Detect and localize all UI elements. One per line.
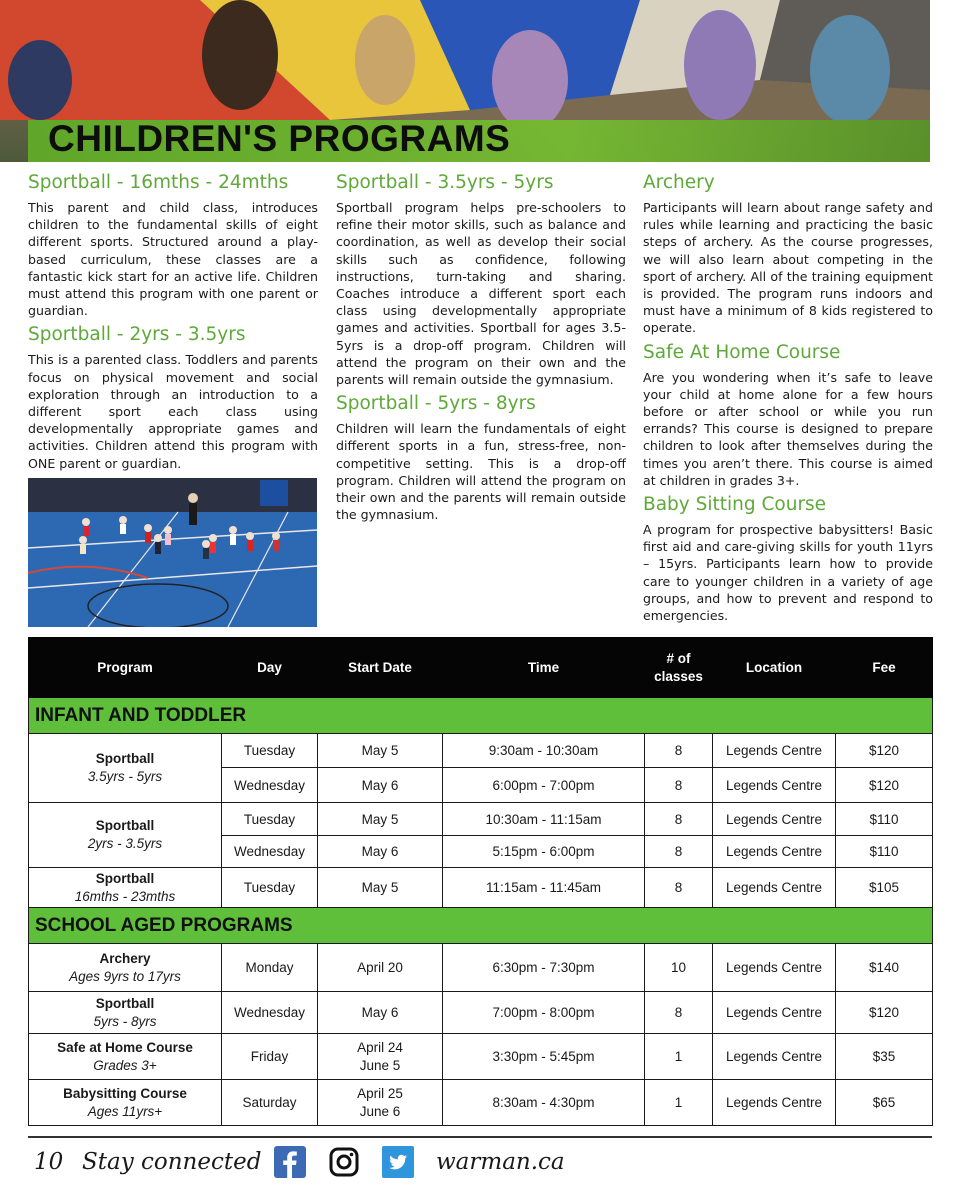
header-time: Time <box>443 638 645 698</box>
location-cell: Legends Centre <box>713 944 836 992</box>
start-cell: April 25 June 6 <box>318 1080 443 1126</box>
location-cell: Legends Centre <box>713 868 836 908</box>
time-cell: 9:30am - 10:30am <box>443 734 645 768</box>
header-location: Location <box>713 638 836 698</box>
location-cell: Legends Centre <box>713 1034 836 1080</box>
instagram-icon[interactable] <box>326 1145 362 1179</box>
location-cell: Legends Centre <box>713 1080 836 1126</box>
day-cell: Wednesday <box>222 768 318 803</box>
table-header-row <box>29 638 933 698</box>
program-cell: Sportball 16mths - 23mths <box>29 868 222 908</box>
section-body: Are you wondering when it’s safe to leave your child at home alone for a few hours before or after school or while you run errands? This course is designed to prepare children to look after themselves during the times you aren’t there. This course is aimed at children in grades 3+. <box>643 369 933 488</box>
header-program: Program <box>29 638 222 698</box>
section-row <box>29 698 933 734</box>
section-label: INFANT AND TODDLER <box>29 698 933 734</box>
location-cell: Legends Centre <box>713 734 836 768</box>
left-column <box>28 170 318 475</box>
fee-cell: $120 <box>836 992 933 1034</box>
day-cell: Saturday <box>222 1080 318 1126</box>
section-label: SCHOOL AGED PROGRAMS <box>29 908 933 944</box>
program-cell: Sportball 2yrs - 3.5yrs <box>29 803 222 868</box>
classes-cell: 8 <box>645 734 713 768</box>
program-cell: Sportball 3.5yrs - 5yrs <box>29 734 222 803</box>
classes-cell: 1 <box>645 1080 713 1126</box>
location-cell: Legends Centre <box>713 992 836 1034</box>
time-cell: 5:15pm - 6:00pm <box>443 836 645 868</box>
time-cell: 3:30pm - 5:45pm <box>443 1034 645 1080</box>
section-title: Safe At Home Course <box>643 341 841 363</box>
header-start-date: Start Date <box>318 638 443 698</box>
start-cell: April 20 <box>318 944 443 992</box>
day-cell: Tuesday <box>222 734 318 768</box>
location-cell: Legends Centre <box>713 768 836 803</box>
table-row <box>29 944 933 992</box>
header-banner <box>0 0 930 162</box>
schedule-table <box>28 637 933 1126</box>
fee-cell: $120 <box>836 768 933 803</box>
program-cell: Babysitting Course Ages 11yrs+ <box>29 1080 222 1126</box>
section-body: Participants will learn about range safety and rules while learning and practicing the basic steps of archery. As the course progresses, we will also learn about competing in the sport of archery. All of the training equipment is provided. The program runs indoors and must have a minimum of 8 kids registered to operate. <box>643 200 933 336</box>
fee-cell: $105 <box>836 868 933 908</box>
day-cell: Friday <box>222 1034 318 1080</box>
classes-cell: 8 <box>645 992 713 1034</box>
classes-cell: 1 <box>645 1034 713 1080</box>
day-cell: Tuesday <box>222 868 318 908</box>
fee-cell: $110 <box>836 803 933 836</box>
classes-cell: 8 <box>645 803 713 836</box>
classes-cell: 8 <box>645 768 713 803</box>
location-cell: Legends Centre <box>713 836 836 868</box>
day-cell: Wednesday <box>222 836 318 868</box>
day-cell: Wednesday <box>222 992 318 1034</box>
right-column <box>643 170 933 627</box>
table-row <box>29 992 933 1034</box>
footer <box>34 1142 565 1182</box>
middle-column <box>336 170 626 526</box>
time-cell: 8:30am - 4:30pm <box>443 1080 645 1126</box>
fee-cell: $35 <box>836 1034 933 1080</box>
start-cell: May 5 <box>318 734 443 768</box>
section-row <box>29 908 933 944</box>
start-cell: May 6 <box>318 768 443 803</box>
program-cell: Sportball 5yrs - 8yrs <box>29 992 222 1034</box>
time-cell: 7:00pm - 8:00pm <box>443 992 645 1034</box>
section-body: This parent and child class, introduces children to the fundamental skills of eight different sports. Structured around a play-based curriculum, these classes are a fantastic kick start for an active life. Children must attend this program with one parent or guardian. <box>28 200 318 319</box>
section-title: Sportball - 16mths - 24mths <box>28 172 289 193</box>
gym-photo <box>28 478 317 627</box>
fee-cell: $65 <box>836 1080 933 1126</box>
table-row <box>29 734 933 768</box>
time-cell: 11:15am - 11:45am <box>443 868 645 908</box>
header-classes: # of classes <box>645 638 713 698</box>
classes-cell: 8 <box>645 868 713 908</box>
start-cell: May 5 <box>318 803 443 836</box>
section-body: Sportball program helps pre-schoolers to refine their motor skills, such as balance and coordination, as well as develop their social skills such as confidence, following instructions, turn-taking and sharing. Coaches introduce a different sport each class using developmentally appropriate games and activities. Sportball for ages 3.5-5yrs is a drop-off program. Children will attend the program on their own and the parents will remain outside the gymnasium. <box>336 200 626 388</box>
day-cell: Tuesday <box>222 803 318 836</box>
header-fee: Fee <box>836 638 933 698</box>
header-day: Day <box>222 638 318 698</box>
footer-divider <box>28 1136 932 1138</box>
table-row <box>29 803 933 836</box>
table-row <box>29 1080 933 1126</box>
section-body: A program for prospective babysitters! Basic first aid and care-giving skills for youth 11yrs – 15yrs. Participants learn how to provide care to younger children in a variety of age groups, and how to prevent and respond to emergencies. <box>643 522 933 624</box>
section-title: Archery <box>643 172 715 193</box>
program-cell: Safe at Home Course Grades 3+ <box>29 1034 222 1080</box>
start-cell: April 24 June 5 <box>318 1034 443 1080</box>
location-cell: Legends Centre <box>713 803 836 836</box>
stay-connected-text: Stay connected <box>82 1149 262 1175</box>
section-title: Sportball - 5yrs - 8yrs <box>336 393 536 415</box>
facebook-icon[interactable] <box>272 1145 308 1179</box>
section-title: Sportball - 3.5yrs - 5yrs <box>336 172 554 193</box>
day-cell: Monday <box>222 944 318 992</box>
section-body: Children will learn the fundamentals of eight different sports in a fun, stress-free, non-competitive setting. This is a drop-off program. Children will attend the program on their own and the parents will remain outside the gymnasium. <box>336 421 626 523</box>
time-cell: 6:30pm - 7:30pm <box>443 944 645 992</box>
section-body: This is a parented class. Toddlers and parents focus on physical movement and social exploration through an introduction to a different sport each class using developmentally appropriate games and activities. Children attend this program with ONE parent or guardian. <box>28 352 318 471</box>
fee-cell: $120 <box>836 734 933 768</box>
page-title: CHILDREN'S PROGRAMS <box>48 118 511 159</box>
classes-cell: 8 <box>645 836 713 868</box>
banner-photo <box>0 0 930 120</box>
gym-illustration <box>28 478 317 627</box>
fee-cell: $140 <box>836 944 933 992</box>
table-row <box>29 868 933 908</box>
twitter-icon[interactable] <box>380 1145 416 1179</box>
start-cell: May 5 <box>318 868 443 908</box>
classes-cell: 10 <box>645 944 713 992</box>
section-title: Sportball - 2yrs - 3.5yrs <box>28 324 246 346</box>
website-link[interactable]: warman.ca <box>436 1149 565 1175</box>
page-number: 10 <box>34 1149 64 1175</box>
time-cell: 10:30am - 11:15am <box>443 803 645 836</box>
start-cell: May 6 <box>318 836 443 868</box>
program-cell: Archery Ages 9yrs to 17yrs <box>29 944 222 992</box>
section-title: Baby Sitting Course <box>643 494 827 516</box>
table-row <box>29 1034 933 1080</box>
start-cell: May 6 <box>318 992 443 1034</box>
time-cell: 6:00pm - 7:00pm <box>443 768 645 803</box>
fee-cell: $110 <box>836 836 933 868</box>
